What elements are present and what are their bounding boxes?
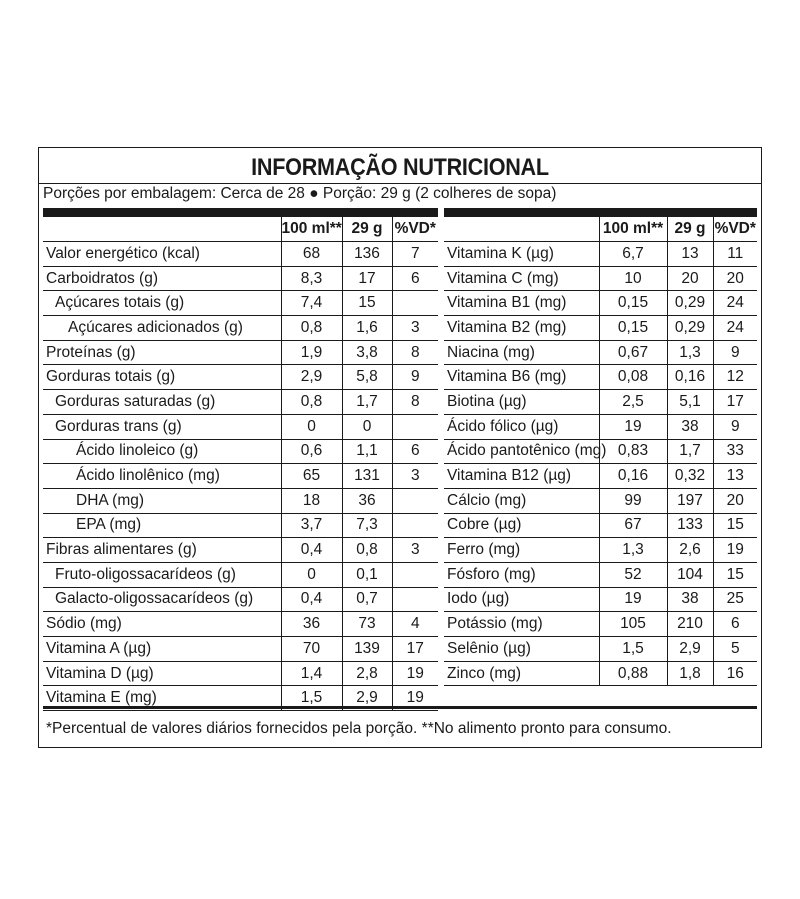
value-vd [392,587,438,612]
value-100ml: 0,16 [599,464,667,489]
nutrient-name: EPA (mg) [43,513,281,538]
value-100ml: 0 [281,562,342,587]
value-100ml: 0,08 [599,365,667,390]
right-nutrient-table [444,217,757,686]
value-vd: 12 [713,365,757,390]
nutrient-name: DHA (mg) [43,488,281,513]
nutrient-name: Açúcares adicionados (g) [43,316,281,341]
value-vd: 33 [713,439,757,464]
value-29g: 104 [667,562,713,587]
value-29g: 0,16 [667,365,713,390]
value-100ml: 105 [599,612,667,637]
value-vd: 9 [713,340,757,365]
table-row [444,612,757,637]
nutrient-name: Açúcares totais (g) [43,291,281,316]
value-vd: 3 [392,538,438,563]
left-header-row [43,217,438,242]
left-header-100ml: 100 ml** [281,217,342,242]
value-29g: 1,7 [342,390,392,415]
value-29g: 1,8 [667,661,713,686]
servings-line: Porções por embalagem: Cerca de 28 ● Porção: 29 g (2 colheres de sopa) [43,185,557,202]
value-29g: 7,3 [342,513,392,538]
nutrient-name: Galacto-oligossacarídeos (g) [43,587,281,612]
value-100ml: 19 [599,414,667,439]
panel-title: INFORMAÇÃO NUTRICIONAL [251,154,549,181]
value-100ml: 52 [599,562,667,587]
left-header-vd: %VD* [392,217,438,242]
table-row [444,266,757,291]
nutrient-name: Vitamina B1 (mg) [444,291,599,316]
value-100ml: 99 [599,488,667,513]
value-29g: 1,1 [342,439,392,464]
value-vd [392,562,438,587]
nutrient-name: Proteínas (g) [43,340,281,365]
nutrient-name: Vitamina C (mg) [444,266,599,291]
value-vd: 3 [392,464,438,489]
value-vd: 24 [713,291,757,316]
value-100ml: 65 [281,464,342,489]
value-29g: 3,8 [342,340,392,365]
value-29g: 0 [342,414,392,439]
nutrient-name: Iodo (µg) [444,587,599,612]
value-vd: 19 [713,538,757,563]
value-29g: 15 [342,291,392,316]
table-row [444,637,757,662]
table-row [43,488,438,513]
table-row [43,587,438,612]
value-100ml: 67 [599,513,667,538]
value-vd: 13 [713,464,757,489]
value-29g: 2,9 [342,686,392,711]
right-header-blank [444,217,599,242]
table-row [43,266,438,291]
nutrient-name: Valor energético (kcal) [43,242,281,267]
value-vd: 15 [713,562,757,587]
value-vd: 5 [713,637,757,662]
value-100ml: 0,4 [281,538,342,563]
right-header-vd: %VD* [713,217,757,242]
nutrient-name: Ácido pantotênico (mg) [444,439,599,464]
table-row [444,340,757,365]
table-row [43,414,438,439]
value-29g: 136 [342,242,392,267]
value-29g: 0,8 [342,538,392,563]
nutrient-name: Gorduras totais (g) [43,365,281,390]
table-row [43,390,438,415]
nutrient-name: Ácido linolênico (mg) [43,464,281,489]
table-row [444,439,757,464]
table-row [444,488,757,513]
value-vd: 4 [392,612,438,637]
value-100ml: 0,8 [281,316,342,341]
value-100ml: 19 [599,587,667,612]
nutrient-name: Ácido fólico (µg) [444,414,599,439]
nutrient-name: Potássio (mg) [444,612,599,637]
value-29g: 2,8 [342,661,392,686]
nutrient-name: Niacina (mg) [444,340,599,365]
value-29g: 133 [667,513,713,538]
table-row [43,513,438,538]
value-100ml: 18 [281,488,342,513]
table-row [43,464,438,489]
value-29g: 2,9 [667,637,713,662]
value-29g: 0,29 [667,316,713,341]
value-100ml: 3,7 [281,513,342,538]
value-29g: 1,3 [667,340,713,365]
value-vd: 17 [392,637,438,662]
value-29g: 5,1 [667,390,713,415]
value-vd: 6 [713,612,757,637]
value-100ml: 0,67 [599,340,667,365]
value-vd: 17 [713,390,757,415]
value-29g: 5,8 [342,365,392,390]
table-row [43,242,438,267]
nutrient-name: Cálcio (mg) [444,488,599,513]
value-29g: 131 [342,464,392,489]
value-100ml: 0,15 [599,316,667,341]
left-header-29g: 29 g [342,217,392,242]
value-100ml: 1,5 [599,637,667,662]
table-row [444,513,757,538]
value-29g: 20 [667,266,713,291]
table-row [444,562,757,587]
table-row [444,316,757,341]
value-vd: 24 [713,316,757,341]
value-vd [392,513,438,538]
nutrient-name: Fruto-oligossacarídeos (g) [43,562,281,587]
value-100ml: 0,4 [281,587,342,612]
value-29g: 139 [342,637,392,662]
left-header-blank [43,217,281,242]
footnote: *Percentual de valores diários fornecidos pela porção. **No alimento pronto para consumo. [46,720,672,737]
value-29g: 1,6 [342,316,392,341]
table-row [444,661,757,686]
table-row [444,365,757,390]
value-vd: 20 [713,266,757,291]
table-row [43,637,438,662]
nutrient-name: Fósforo (mg) [444,562,599,587]
nutrient-name: Vitamina K (µg) [444,242,599,267]
nutrient-name: Vitamina A (µg) [43,637,281,662]
value-vd: 6 [392,439,438,464]
table-row [444,587,757,612]
value-29g: 13 [667,242,713,267]
table-row [43,538,438,563]
value-vd: 25 [713,587,757,612]
table-row [43,316,438,341]
value-vd: 16 [713,661,757,686]
table-row [43,340,438,365]
nutrient-name: Zinco (mg) [444,661,599,686]
value-vd [392,291,438,316]
nutrient-name: Vitamina B2 (mg) [444,316,599,341]
value-100ml: 0,88 [599,661,667,686]
nutrient-name: Carboidratos (g) [43,266,281,291]
value-29g: 0,7 [342,587,392,612]
nutrient-name: Vitamina E (mg) [43,686,281,711]
nutrient-name: Sódio (mg) [43,612,281,637]
nutrient-name: Cobre (µg) [444,513,599,538]
value-100ml: 1,4 [281,661,342,686]
value-100ml: 36 [281,612,342,637]
value-100ml: 0,15 [599,291,667,316]
value-vd: 3 [392,316,438,341]
value-29g: 0,32 [667,464,713,489]
value-vd: 9 [392,365,438,390]
bottom-divider [43,706,757,709]
value-100ml: 70 [281,637,342,662]
value-100ml: 0 [281,414,342,439]
nutrient-name: Gorduras trans (g) [43,414,281,439]
left-nutrient-table [43,217,438,711]
table-row [444,414,757,439]
table-row [43,612,438,637]
value-100ml: 10 [599,266,667,291]
table-row [444,291,757,316]
table-row [444,464,757,489]
right-header-29g: 29 g [667,217,713,242]
value-29g: 197 [667,488,713,513]
value-vd: 9 [713,414,757,439]
value-29g: 38 [667,414,713,439]
title-divider [39,183,761,184]
nutrient-name: Vitamina D (µg) [43,661,281,686]
value-100ml: 0,6 [281,439,342,464]
value-29g: 36 [342,488,392,513]
value-vd: 8 [392,390,438,415]
value-29g: 210 [667,612,713,637]
value-29g: 2,6 [667,538,713,563]
right-header-row [444,217,757,242]
value-100ml: 0,8 [281,390,342,415]
value-vd [392,488,438,513]
value-29g: 38 [667,587,713,612]
nutrient-name: Vitamina B12 (µg) [444,464,599,489]
right-header-100ml: 100 ml** [599,217,667,242]
nutrient-name: Vitamina B6 (mg) [444,365,599,390]
table-row [43,291,438,316]
value-vd: 6 [392,266,438,291]
value-vd: 15 [713,513,757,538]
value-29g: 0,1 [342,562,392,587]
nutrient-name: Biotina (µg) [444,390,599,415]
left-header-bar [43,208,438,217]
table-row [444,242,757,267]
value-100ml: 2,9 [281,365,342,390]
value-100ml: 1,9 [281,340,342,365]
right-header-bar [444,208,757,217]
value-100ml: 7,4 [281,291,342,316]
table-row [43,439,438,464]
nutrition-facts-panel [38,147,762,748]
value-vd: 19 [392,661,438,686]
value-vd: 7 [392,242,438,267]
value-100ml: 8,3 [281,266,342,291]
value-100ml: 1,5 [281,686,342,711]
table-row [43,661,438,686]
value-100ml: 6,7 [599,242,667,267]
nutrient-name: Ácido linoleico (g) [43,439,281,464]
table-row [444,390,757,415]
value-100ml: 68 [281,242,342,267]
table-row [43,562,438,587]
value-29g: 1,7 [667,439,713,464]
table-row [43,365,438,390]
table-row [444,538,757,563]
value-100ml: 2,5 [599,390,667,415]
nutrient-name: Fibras alimentares (g) [43,538,281,563]
value-100ml: 1,3 [599,538,667,563]
value-vd: 19 [392,686,438,711]
value-29g: 0,29 [667,291,713,316]
nutrient-name: Gorduras saturadas (g) [43,390,281,415]
value-29g: 17 [342,266,392,291]
value-vd [392,414,438,439]
nutrient-name: Ferro (mg) [444,538,599,563]
value-vd: 20 [713,488,757,513]
value-vd: 11 [713,242,757,267]
value-100ml: 0,83 [599,439,667,464]
value-29g: 73 [342,612,392,637]
nutrient-name: Selênio (µg) [444,637,599,662]
value-vd: 8 [392,340,438,365]
